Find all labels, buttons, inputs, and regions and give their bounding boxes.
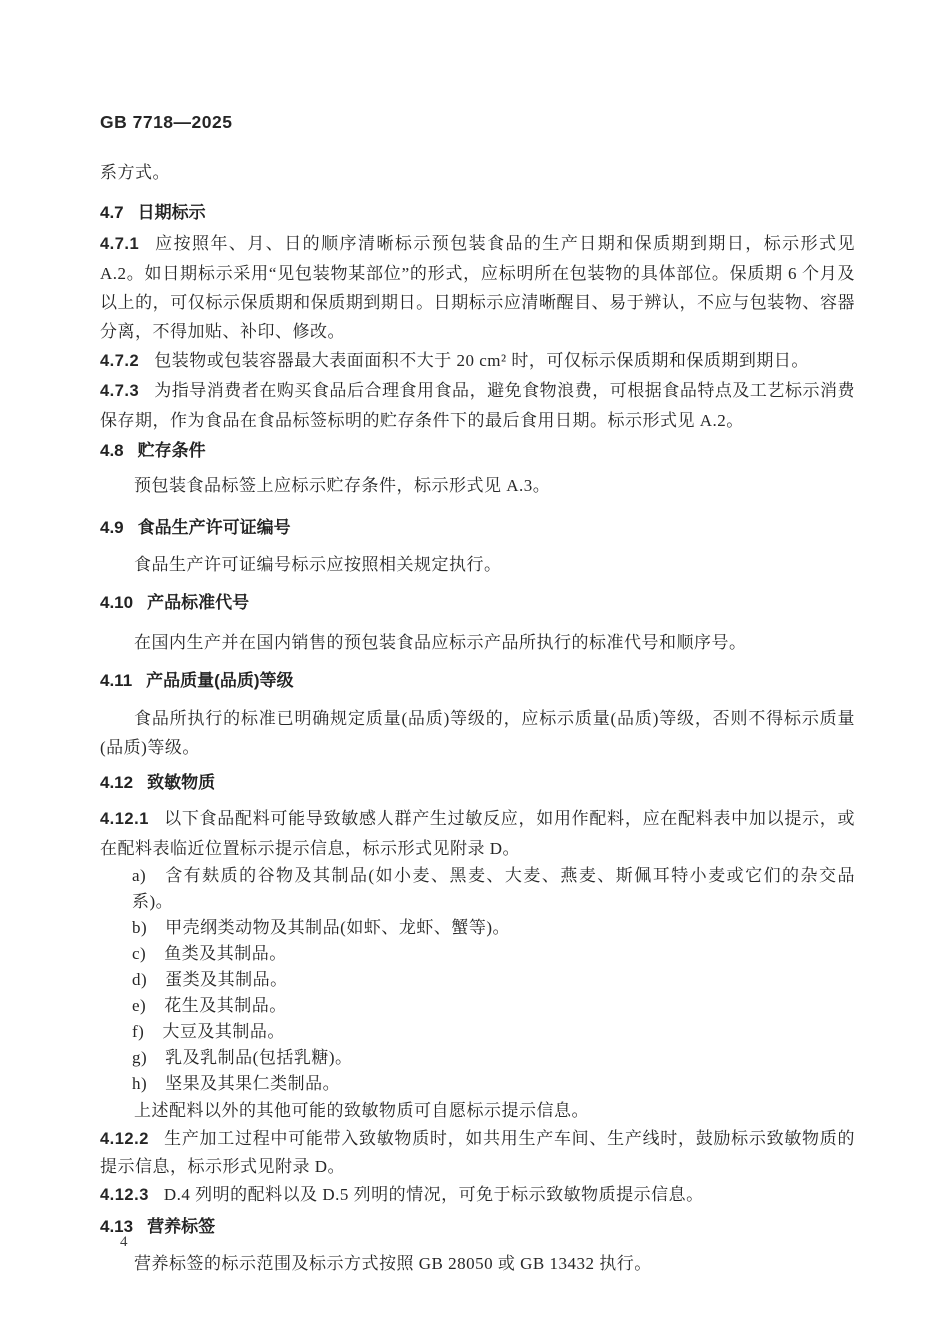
section-number: 4.9 xyxy=(100,518,124,537)
clause-4-12-2 xyxy=(100,1125,855,1181)
clause-text: 应按照年、月、日的顺序清晰标示预包装食品的生产日期和保质期到期日，标示形式见 A.2。如日期标示采用“见包装物某部位”的形式，应标明所在包装物的具体部位。保质期 6 个月及以上的，可仅标示保质期和保质期到期日。日期标示应清晰醒目、易于辨认，不应与包装物、容器分离，不得加贴、补印、修改。 xyxy=(100,234,855,341)
clause-text: 为指导消费者在购买食品后合理食用食品，避免食物浪费，可根据食品特点及工艺标示消费保存期，作为食品在食品标签标明的贮存条件下的最后食用日期。标示形式见 A.2。 xyxy=(100,381,855,430)
allergen-list xyxy=(100,863,855,1097)
list-letter: d) xyxy=(132,970,148,989)
clause-number: 4.12.3 xyxy=(100,1186,149,1204)
clause-4-7-3 xyxy=(100,376,855,435)
clause-number: 4.7.1 xyxy=(100,235,140,253)
clause-4-10-body: 在国内生产并在国内销售的预包装食品应标示产品所执行的标准代号和顺序号。 xyxy=(134,633,747,652)
list-text: 花生及其制品。 xyxy=(164,996,287,1015)
list-text: 大豆及其制品。 xyxy=(162,1022,285,1041)
list-letter: e) xyxy=(132,996,147,1015)
clause-number: 4.7.2 xyxy=(100,352,140,370)
clause-number: 4.12.1 xyxy=(100,810,149,828)
list-letter: c) xyxy=(132,944,147,963)
allergen-note: 上述配料以外的其他可能的致敏物质可自愿标示提示信息。 xyxy=(134,1101,589,1120)
clause-text: 包装物或包装容器最大表面面积不大于 20 cm² 时，可仅标示保质期和保质期到期日。 xyxy=(154,351,809,370)
list-letter: g) xyxy=(132,1048,148,1067)
clause-4-7-2 xyxy=(100,346,855,376)
clause-4-7-1 xyxy=(100,229,855,346)
page-number: 4 xyxy=(120,1234,128,1250)
allergen-list-item xyxy=(100,1071,855,1097)
clause-4-12-3 xyxy=(100,1181,855,1209)
section-title: 产品标准代号 xyxy=(147,593,250,612)
section-4-13-heading xyxy=(100,1215,855,1239)
section-title: 贮存条件 xyxy=(137,441,206,460)
clause-number: 4.7.3 xyxy=(100,382,140,400)
clause-number: 4.12.2 xyxy=(100,1130,149,1148)
section-number: 4.7 xyxy=(100,203,124,222)
section-4-7-heading xyxy=(100,201,855,225)
allergen-list-item xyxy=(100,1045,855,1071)
section-title: 日期标示 xyxy=(137,203,206,222)
list-text: 蛋类及其制品。 xyxy=(165,970,288,989)
section-number: 4.12 xyxy=(100,773,134,792)
section-number: 4.10 xyxy=(100,593,134,612)
section-title: 产品质量(品质)等级 xyxy=(146,671,294,690)
clause-text: 生产加工过程中可能带入致敏物质时，如共用生产车间、生产线时，鼓励标示致敏物质的提示信息，标示形式见附录 D。 xyxy=(100,1129,855,1176)
section-4-10-heading xyxy=(100,591,855,615)
clause-4-13-body: 营养标签的标示范围及标示方式按照 GB 28050 或 GB 13432 执行。 xyxy=(134,1254,652,1273)
list-text: 含有麸质的谷物及其制品(如小麦、黑麦、大麦、燕麦、斯佩耳特小麦或它们的杂交品系)。 xyxy=(132,866,855,911)
section-4-11-heading xyxy=(100,669,855,693)
clause-text: D.4 列明的配料以及 D.5 列明的情况，可免于标示致敏物质提示信息。 xyxy=(163,1185,704,1204)
standard-code-header: GB 7718—2025 xyxy=(100,112,233,132)
list-text: 乳及乳制品(包括乳糖)。 xyxy=(165,1048,353,1067)
allergen-list-item xyxy=(100,1019,855,1045)
section-4-12-heading xyxy=(100,771,855,795)
list-text: 甲壳纲类动物及其制品(如虾、龙虾、蟹等)。 xyxy=(165,918,510,937)
section-4-8-heading xyxy=(100,439,855,463)
section-number: 4.11 xyxy=(100,671,133,690)
list-text: 坚果及其果仁类制品。 xyxy=(165,1074,341,1093)
allergen-list-item xyxy=(100,993,855,1019)
section-4-9-heading xyxy=(100,516,855,540)
clause-4-8-body: 预包装食品标签上应标示贮存条件，标示形式见 A.3。 xyxy=(134,476,551,495)
list-letter: b) xyxy=(132,918,148,937)
section-title: 食品生产许可证编号 xyxy=(137,518,291,537)
clause-4-12-1 xyxy=(100,804,855,863)
list-text: 鱼类及其制品。 xyxy=(164,944,287,963)
list-letter: a) xyxy=(132,866,147,885)
list-letter: f) xyxy=(132,1022,145,1041)
continuation-text: 系方式。 xyxy=(100,163,170,182)
clause-4-9-body: 食品生产许可证编号标示应按照相关规定执行。 xyxy=(134,555,502,574)
section-title: 营养标签 xyxy=(147,1217,216,1236)
allergen-list-item xyxy=(100,967,855,993)
allergen-list-item xyxy=(100,863,855,915)
section-title: 致敏物质 xyxy=(147,773,216,792)
clause-4-11-body: 食品所执行的标准已明确规定质量(品质)等级的，应标示质量(品质)等级，否则不得标示质量(品质)等级。 xyxy=(100,709,855,757)
allergen-list-item xyxy=(100,915,855,941)
section-number: 4.13 xyxy=(100,1217,134,1236)
list-letter: h) xyxy=(132,1074,148,1093)
section-number: 4.8 xyxy=(100,441,124,460)
clause-text: 以下食品配料可能导致敏感人群产生过敏反应，如用作配料，应在配料表中加以提示，或在配料表临近位置标示提示信息，标示形式见附录 D。 xyxy=(100,809,855,858)
allergen-list-item xyxy=(100,941,855,967)
